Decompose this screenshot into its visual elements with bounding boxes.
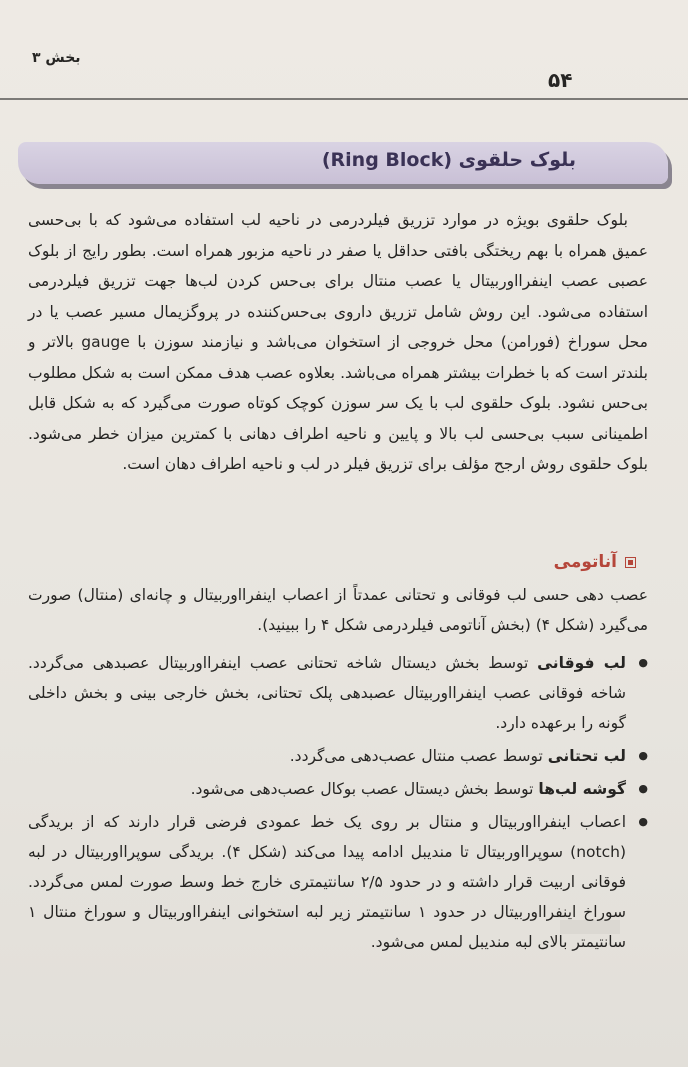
- intro-text: [28, 205, 648, 480]
- list-item: [28, 741, 648, 771]
- bullet-text: توسط بخش دیستال عصب بوکال عصب‌دهی می‌شود.: [190, 780, 539, 798]
- list-item: [28, 807, 648, 957]
- anatomy-heading: [554, 552, 636, 572]
- section-title: بلوک حلقوی (Ring Block): [321, 149, 576, 171]
- anatomy-intro-paragraph: عصب دهی حسی لب فوقانی و تحتانی عمدتاً از اعصاب اینفرااوربیتال و چانه‌ای (منتال) صورت می‌گیرد (شکل ۴) (بخش آناتومی فیلردرمی شکل ۴ را ببینید).: [28, 586, 648, 634]
- list-item: [28, 774, 648, 804]
- bullet-term: لب فوقانی: [537, 654, 626, 672]
- square-bullet-icon: [625, 557, 636, 568]
- page-number: ۵۴: [548, 68, 573, 92]
- bullet-text: توسط عصب منتال عصب‌دهی می‌گردد.: [289, 747, 548, 765]
- bullet-text: توسط بخش دیستال شاخه تحتانی عصب اینفرااوربیتال عصبدهی می‌گردد. شاخه فوقانی عصب اینفرااوربیتال عصبدهی پلک تحتانی، بخش خارجی بینی و بخش داخلی گونه را برعهده دارد.: [28, 654, 626, 732]
- section-label: بخش ۳: [32, 50, 81, 66]
- bullet-term: لب تحتانی: [547, 747, 626, 765]
- anatomy-heading-label: آناتومی: [553, 552, 617, 572]
- anatomy-bullet-list: [28, 648, 648, 960]
- section-title-bar: [18, 142, 668, 184]
- anatomy-intro: [28, 580, 648, 640]
- bleed-through-shadow: [560, 920, 620, 934]
- list-item: [28, 648, 648, 738]
- bullet-term: گوشه لب‌ها: [538, 780, 626, 798]
- running-header: [0, 50, 688, 100]
- header-rule: [0, 98, 688, 100]
- bullet-text: اعصاب اینفرااوربیتال و منتال بر روی یک خط عمودی فرضی قرار دارند که از بریدگی (notch) سوپرااوربیتال تا مندیبل ادامه پیدا می‌کند (شکل ۴). بریدگی سوپرااوربیتال در لبه فوقانی اربیت قرار داشته و در حدود ۲/۵ سانتیمتری خارج خط وسط صورت لمس می‌گردد. سوراخ اینفرااوربیتال در حدود ۱ سانتیمتر زیر لبه استخوانی اینفرااوربیتال و سوراخ منتال ۱ سانتیمتر بالای لبه مندیبل لمس می‌شود.: [28, 813, 626, 951]
- intro-paragraph: بلوک حلقوی بویژه در موارد تزریق فیلردرمی در ناحیه لب استفاده می‌شود که با بی‌حسی عمیق همراه با بهم ریختگی بافتی حداقل یا صفر در ناحیه مزبور همراه است. بطور رایج از بلوک عصبی عصب اینفرااوربیتال یا عصب منتال برای بی‌حس کردن لب‌ها جهت تزریق فیلردرمی استفاده می‌شود. این روش شامل تزریق داروی بی‌حس‌کننده در پروگزیمال مسیر عصب یا در محل سوراخ (فورامن) محل خروجی از استخوان می‌باشد و نیازمند سوزن با gauge بالاتر و بلندتر است که با خطرات بیشتر همراه می‌باشد. بعلاوه عصب هدف ممکن است به شکل مطلوب بی‌حس نشود. بلوک حلقوی لب با یک سر سوزن کوچک کوتاه صورت می‌گیرد که به شکل قابل اطمینانی سبب بی‌حسی لب بالا و پایین و ناحیه اطراف دهانی با کمترین میزان خطر می‌شود. بلوک حلقوی روش ارجح مؤلف برای تزریق فیلر در لب و ناحیه اطراف دهان است.: [28, 211, 648, 473]
